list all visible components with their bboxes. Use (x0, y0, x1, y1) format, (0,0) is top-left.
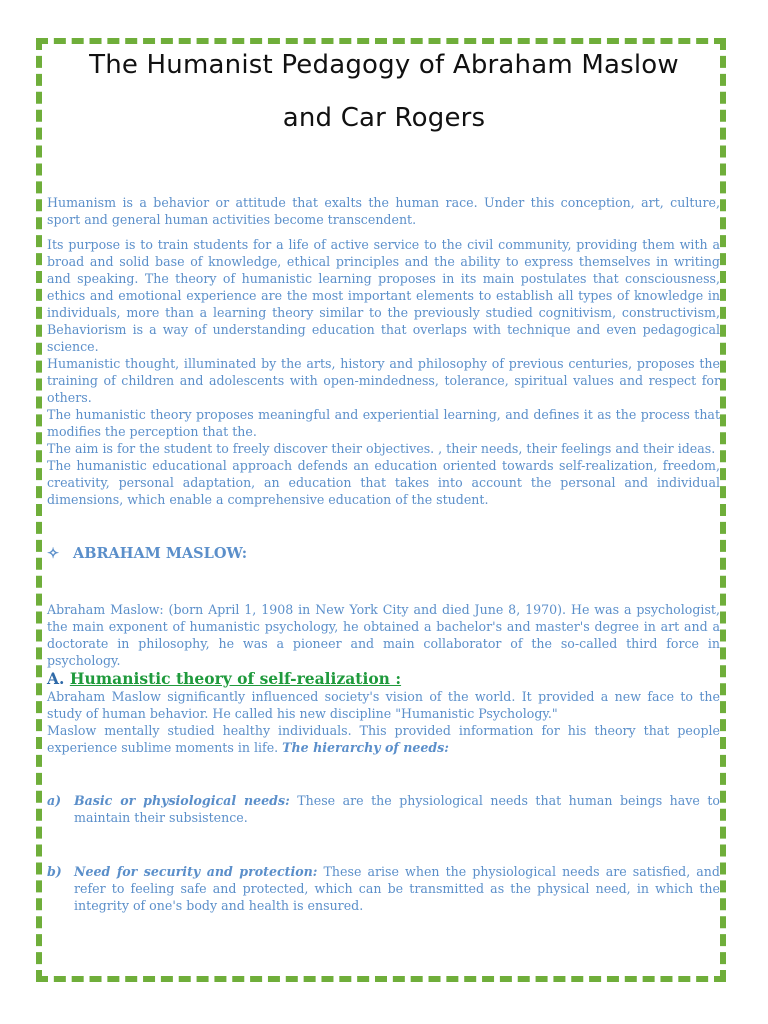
subsection-paragraph-2-text: Maslow mentally studied healthy individuals. This provided information for his theory that people experience sublime moments in life. (47, 723, 720, 755)
section-heading-text: ABRAHAM MASLOW: (73, 545, 248, 562)
subsection-letter: A. (47, 669, 65, 688)
list-item-label: a) (47, 793, 62, 808)
intro-paragraph-1: Humanism is a behavior or attitude that exalts the human race. Under this conception, art, culture, sport and general human activities become transcendent. (47, 195, 720, 227)
list-item-description: These are the physiological needs that human beings have to maintain their subsistence. (74, 793, 720, 825)
subsection-paragraph-2 (47, 722, 720, 756)
list-item-security-needs (47, 863, 720, 914)
intro-paragraph-6: The humanistic educational approach defends an education oriented towards self-realization, freedom, creativity, personal adaptation, an education that takes into account the personal and individual dimensions, which enable a comprehensive education of the student. (47, 458, 720, 507)
list-item-text (74, 863, 720, 914)
intro-paragraph-4: The humanistic theory proposes meaningful and experiential learning, and defines it as the process that modifies the perception that the. (47, 407, 720, 439)
section-heading (47, 545, 720, 563)
intro-paragraph-2: Its purpose is to train students for a life of active service to the civil community, providing them with a broad and solid base of knowledge, ethical principles and the ability to express themselves in writing and speaking. The theory of humanistic learning proposes in its main postulates that consciousness, ethics and emotional experience are the most important elements to establish all types of knowledge in individuals, more than a learning theory similar to the previously studied cognitivism, constructivism, Behaviorism is a way of understanding education that overlaps with technique and even pedagogical science. (47, 237, 720, 354)
intro-paragraph-3: Humanistic thought, illuminated by the arts, history and philosophy of previous centuries, proposes the training of children and adolescents with open-mindedness, tolerance, spiritual values and respect for others. (47, 356, 720, 405)
list-item-term: Basic or physiological needs: (74, 793, 290, 808)
page-title-line-1: The Humanist Pedagogy of Abraham Maslow (89, 50, 679, 80)
hierarchy-of-needs-emphasis: The hierarchy of needs: (282, 740, 449, 755)
list-item-text (74, 792, 720, 826)
page-title-line-2: and Car Rogers (282, 103, 486, 133)
list-item-basic-needs (47, 792, 720, 826)
intro-paragraph-5: The aim is for the student to freely discover their objectives. , their needs, their feelings and their ideas. (47, 441, 716, 456)
star-bullet-icon: ✧ (47, 545, 60, 562)
list-item-description: These arise when the physiological needs are satisfied, and refer to feeling safe and protected, which can be transmitted as the physical need, in which the integrity of one's body and health is ensured. (74, 864, 720, 913)
subsection-paragraph-1: Abraham Maslow significantly influenced society's vision of the world. It provided a new face to the study of human behavior. He called his new discipline "Humanistic Psychology." (47, 689, 720, 721)
list-item-label: b) (47, 864, 62, 879)
document-body (47, 194, 720, 914)
list-item-term: Need for security and protection: (74, 864, 318, 879)
subsection-heading (47, 669, 720, 688)
subsection-title: Humanistic theory of self-realization : (69, 669, 402, 688)
maslow-bio-paragraph: Abraham Maslow: (born April 1, 1908 in New York City and died June 8, 1970). He was a psychologist, the main exponent of humanistic psychology, he obtained a bachelor's and master's degree in art and a doctorate in philosophy, he was a pioneer and main collaborator of the so-called third force in psychology. (47, 602, 720, 668)
